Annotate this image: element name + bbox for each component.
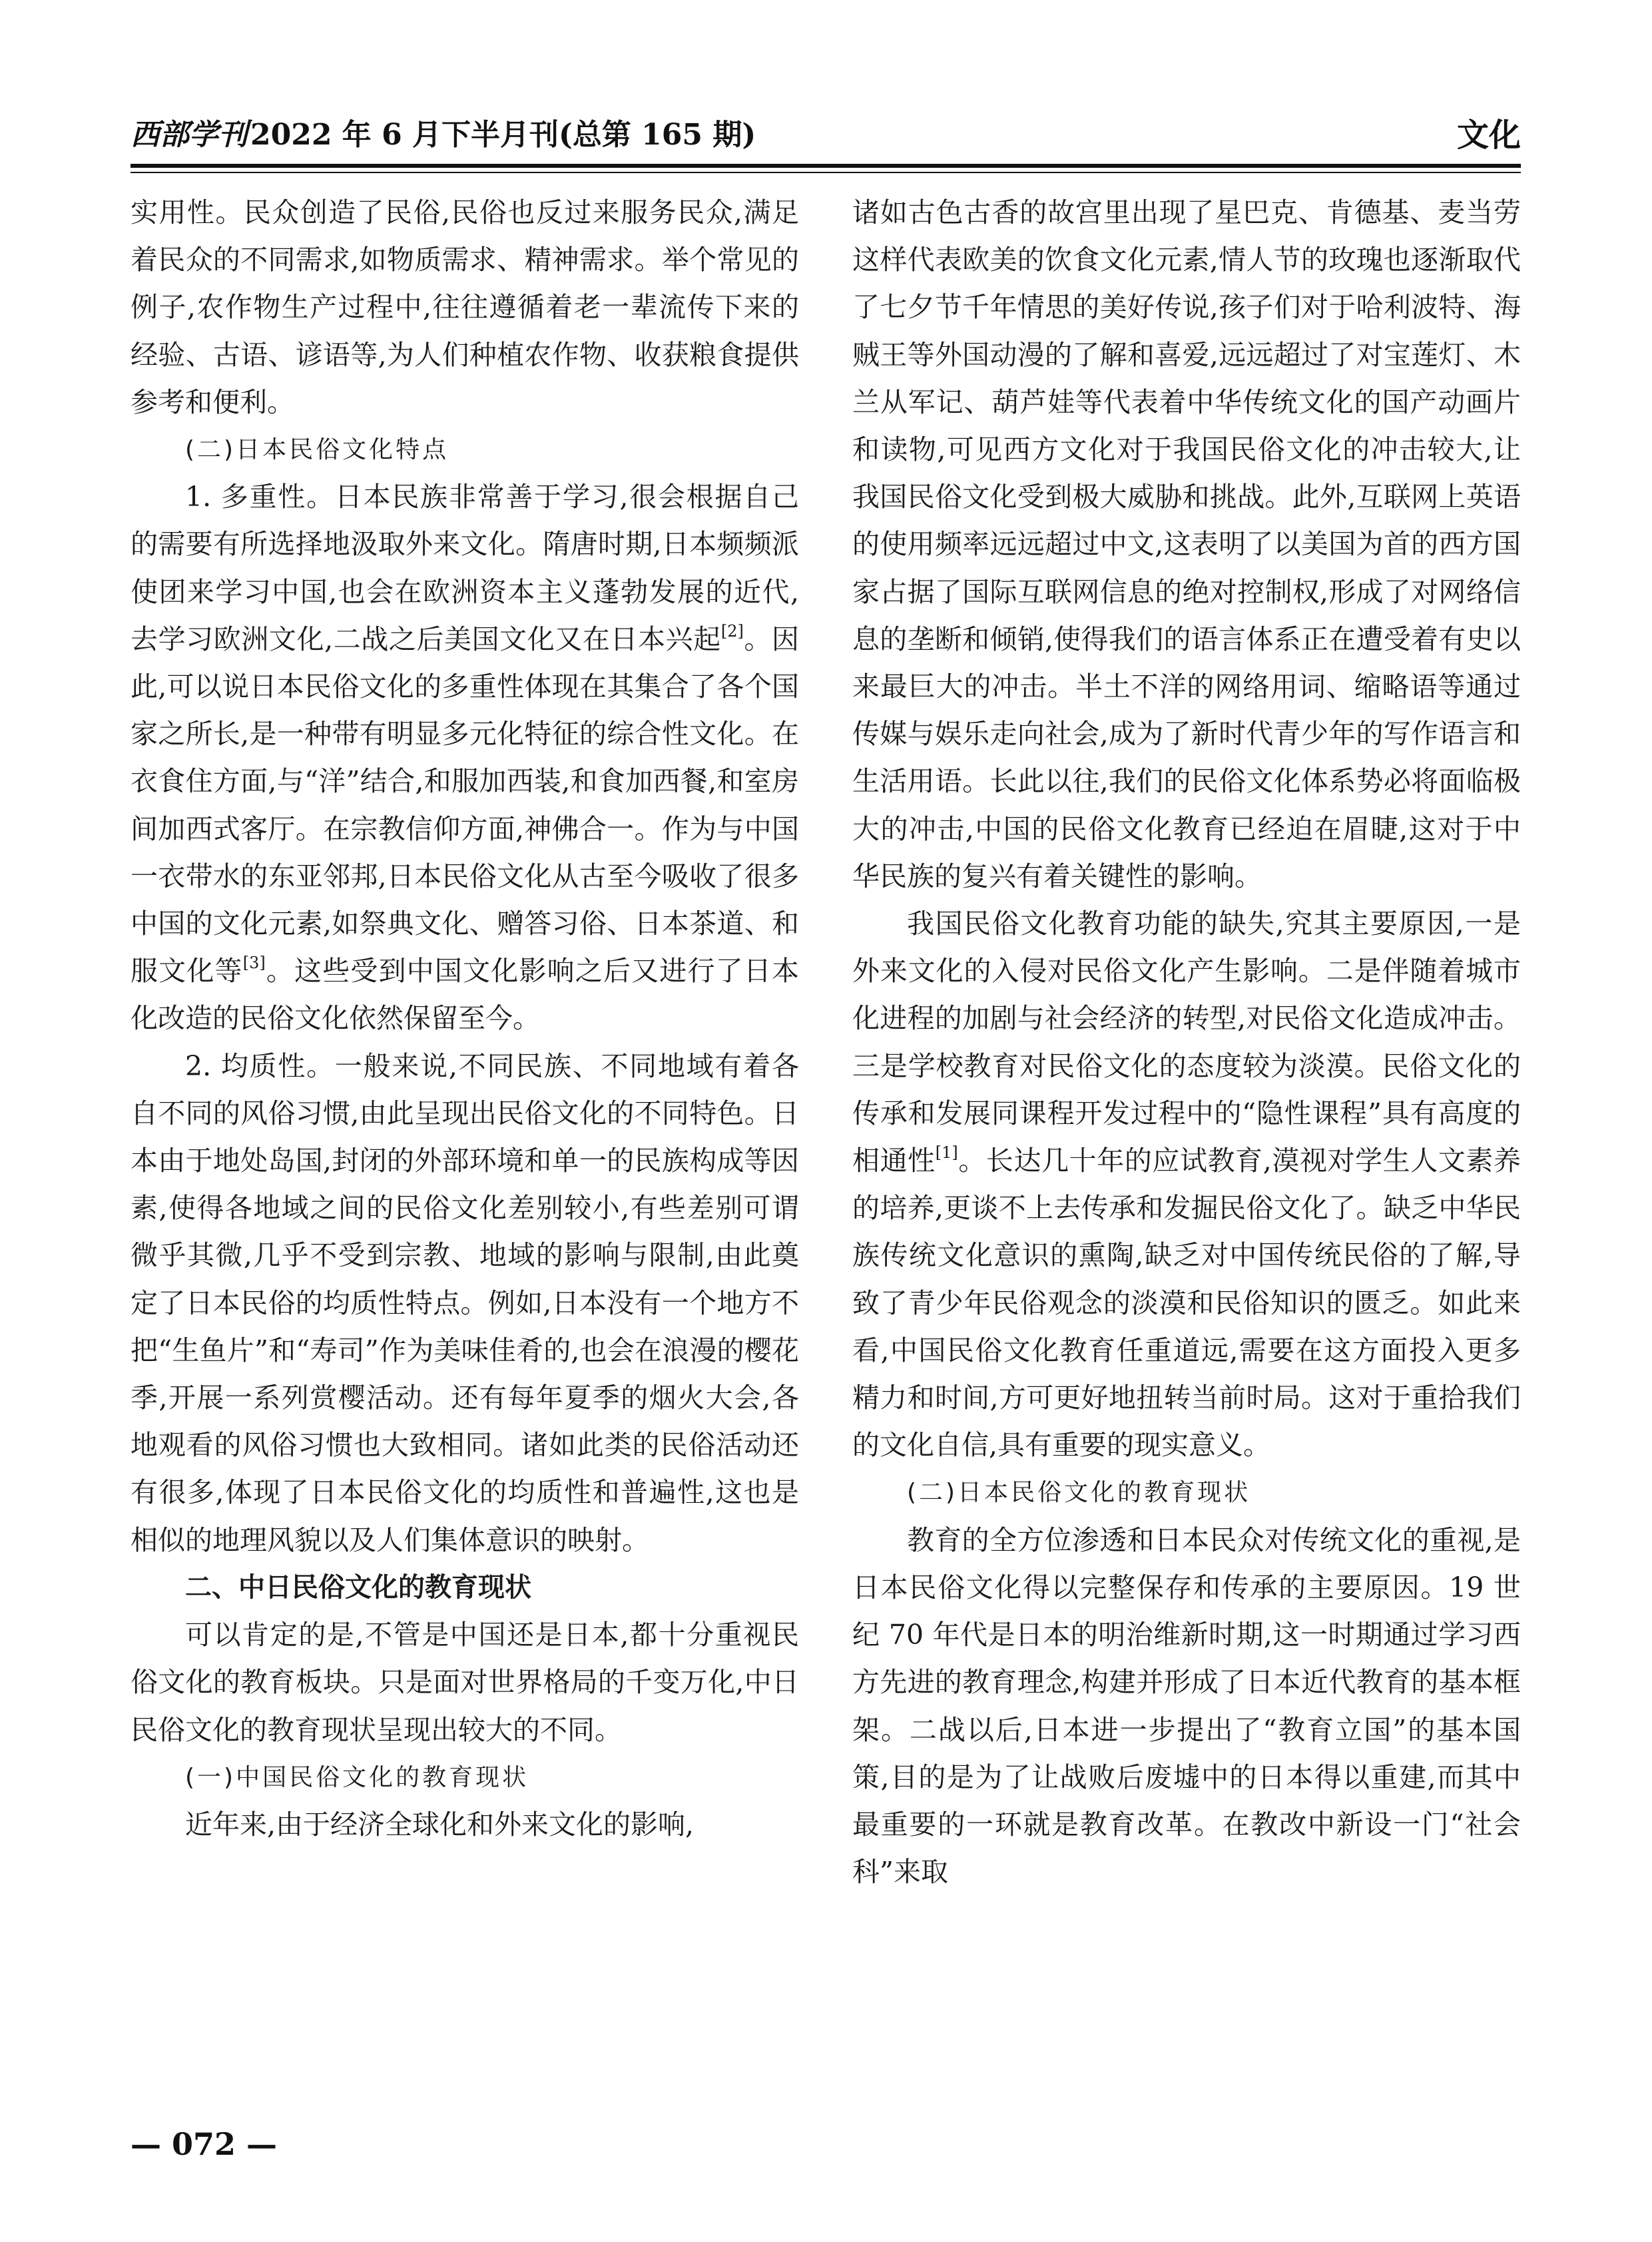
paragraph: 诸如古色古香的故宫里出现了星巴克、肯德基、麦当劳这样代表欧美的饮食文化元素,情人节的玫瑰也逐渐取代了七夕节千年情思的美好传说,孩子们对于哈利波特、海贼王等外国动漫的了解和喜爱,远远超过了对宝莲灯、木兰从军记、葫芦娃等代表着中华传统文化的国产动画片和读物,可见西方文化对于我国民俗文化的冲击较大,让我国民俗文化受到极大威胁和挑战。此外,互联网上英语的使用频率远远超过中文,这表明了以美国为首的西方国家占据了国际互联网信息的绝对控制权,形成了对网络信息的垄断和倾销,使得我们的语言体系正在遭受着有史以来最巨大的冲击。半土不洋的网络用词、缩略语等通过传媒与娱乐走向社会,成为了新时代青少年的写作语言和生活用语。长此以往,我们的民俗文化体系势必将面临极大的冲击,中国的民俗文化教育已经迫在眉睫,这对于中华民族的复兴有着关键性的影响。 [852,196,1521,892]
page-header [131,112,1521,158]
section-heading: 二、中日民俗文化的教育现状 [185,1571,531,1603]
paragraph: 2. 均质性。一般来说,不同民族、不同地域有着各自不同的风俗习惯,由此呈现出民俗文化的不同特色。日本由于地处岛国,封闭的外部环境和单一的民族构成等因素,使得各地域之间的民俗文化差别较小,有些差别可谓微乎其微,几乎不受到宗教、地域的影响与限制,由此奠定了日本民俗的均质性特点。例如,日本没有一个地方不把“生鱼片”和“寿司”作为美味佳肴的,也会在浪漫的樱花季,开展一系列赏樱活动。还有每年夏季的烟火大会,各地观看的风俗习惯也大致相同。诸如此类的民俗活动还有很多,体现了日本民俗文化的均质性和普遍性,这也是相似的地理风貌以及人们集体意识的映射。 [131,1049,799,1556]
paragraph: 可以肯定的是,不管是中国还是日本,都十分重视民俗文化的教育板块。只是面对世界格局的千变万化,中日民俗文化的教育现状呈现出较大的不同。 [131,1619,799,1746]
section-label: 文化 [1456,117,1521,154]
paragraph: 近年来,由于经济全球化和外来文化的影响, [185,1808,694,1840]
subsection-heading: (二)日本民俗文化的教育现状 [907,1479,1251,1507]
paragraph: 实用性。民众创造了民俗,民俗也反过来服务民众,满足着民众的不同需求,如物质需求、精神需求。举个常见的例子,农作物生产过程中,往往遵循着老一辈流传下来的经验、古语、谚语等,为人们种植农作物、收获粮食提供参考和便利。 [131,196,799,418]
header-rule-thin [131,172,1521,173]
right-column [852,189,1521,1896]
left-column [131,189,799,1848]
text-run: 。因此,可以说日本民俗文化的多重性体现在其集合了各个国家之所长,是一种带有明显多元化特征的综合性文化。在衣食住方面,与“洋”结合,和服加西装,和食加西餐,和室房间加西式客厅。在宗教信仰方面,神佛合一。作为与中国一衣带水的东亚邻邦,日本民俗文化从古至今吸收了很多中国的文化元素,如祭典文化、赠答习俗、日本茶道、和服文化等 [131,623,800,987]
journal-masthead [131,112,756,158]
text-run: 。长达几十年的应试教育,漠视对学生人文素养的培养,更谈不上去传承和发掘民俗文化了。缺乏中华民族传统文化意识的熏陶,缺乏对中国传统民俗的了解,导致了青少年民俗观念的淡漠和民俗知识的匮乏。如此来看,中国民俗文化教育任重道远,需要在这方面投入更多精力和时间,方可更好地扭转当前时局。这对于重拾我们的文化自信,具有重要的现实意义。 [852,1145,1521,1462]
paragraph [131,473,799,1042]
paragraph: 教育的全方位渗透和日本民众对传统文化的重视,是日本民俗文化得以完整保存和传承的主要原因。19 世纪 70 年代是日本的明治维新时期,这一时期通过学习西方先进的教育理念,构建并形成了日本近代教育的基本框架。二战以后,日本进一步提出了“教育立国”的基本国策,目的是为了让战败后废墟中的日本得以重建,而其中最重要的一环就是教育改革。在教改中新设一门“社会科”来取 [852,1524,1521,1888]
journal-logo: 西部学刊 [131,118,248,152]
subsection-heading: (一)中国民俗文化的教育现状 [185,1763,529,1791]
paragraph [852,900,1521,1469]
citation-ref: [3] [242,954,266,973]
header-rule-thick [131,164,1521,168]
citation-ref: [1] [935,1143,958,1163]
text-run: 我国民俗文化教育功能的缺失,究其主要原因,一是外来文化的入侵对民俗文化产生影响。二是伴随着城市化进程的加剧与社会经济的转型,对民俗文化造成冲击。三是学校教育对民俗文化的态度较为淡漠。民俗文化的传承和发展同课程开发过程中的“隐性课程”具有高度的相通性 [852,908,1521,1177]
issue-info: 2022 年 6 月下半月刊(总第 165 期) [250,118,756,152]
text-run: 1. 多重性。日本民族非常善于学习,很会根据自己的需要有所选择地汲取外来文化。隋唐时期,日本频频派使团来学习中国,也会在欧洲资本主义蓬勃发展的近代,去学习欧洲文化,二战之后美国文化又在日本兴起 [131,481,799,655]
citation-ref: [2] [720,621,744,641]
subsection-heading: (二)日本民俗文化特点 [185,436,449,464]
text-run: 。这些受到中国文化影响之后又进行了日本化改造的民俗文化依然保留至今。 [131,955,800,1035]
page-number: — 072 — [131,2126,278,2162]
